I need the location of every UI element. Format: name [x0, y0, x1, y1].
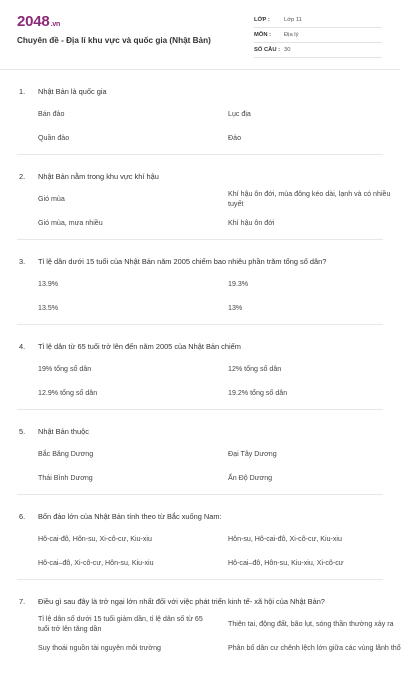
answer-option[interactable]: Khí hậu ôn đới, mùa đông kéo dài, lạnh và có nhiều tuyết [228, 190, 391, 208]
answer-option[interactable]: Suy thoái nguồn tài nguyên môi trường [38, 644, 161, 652]
question-text: Tỉ lệ dân từ 65 tuổi trở lên đến năm 2005 của Nhật Bản chiếm [38, 341, 241, 351]
answer-option[interactable]: 12.9% tổng số dân [38, 389, 98, 397]
answer-option[interactable]: Đảo [228, 134, 242, 142]
question [17, 590, 401, 664]
answer-option[interactable]: Gió mùa, mưa nhiều [38, 219, 103, 227]
question-text: Nhật Bản nằm trong khu vực khí hậu [38, 171, 159, 181]
logo-text: 2048 [17, 13, 50, 30]
meta-value: Địa lý [284, 32, 299, 38]
question [17, 165, 391, 240]
answer-option[interactable]: Hô-cai–đô, Xi-cô-cư, Hôn-su, Kiu-xiu [38, 559, 154, 567]
answer-option[interactable]: Thái Bình Dương [38, 474, 93, 482]
question [17, 250, 383, 325]
question [17, 335, 383, 410]
meta-value: 30 [284, 47, 291, 53]
header [0, 0, 400, 70]
answer-option[interactable]: Thiên tai, động đất, bão lụt, sóng thần thường xảy ra [228, 620, 394, 628]
meta-key: SỐ CÂU : [254, 47, 281, 53]
question-number: 2. [19, 171, 26, 181]
answer-option[interactable]: 13.9% [38, 280, 59, 288]
question [17, 505, 383, 580]
answer-option[interactable]: 19.3% [228, 280, 249, 288]
question-number: 5. [19, 426, 26, 436]
logo-suffix: .vn [50, 21, 61, 28]
question-number: 6. [19, 511, 26, 521]
answer-option[interactable]: Bắc Băng Dương [38, 450, 94, 458]
answer-option[interactable]: Khí hậu ôn đới [228, 219, 275, 227]
answer-option[interactable]: 19.2% tổng số dân [228, 389, 288, 397]
meta-row-subject [254, 28, 382, 43]
meta-value: Lớp 11 [284, 17, 302, 23]
document-title: Chuyên đề - Địa lí khu vực và quốc gia (Nhật Bản) [17, 36, 211, 45]
answer-option[interactable]: Lục địa [228, 110, 251, 118]
meta-key: MÔN : [254, 32, 272, 38]
site-logo[interactable] [17, 13, 60, 30]
question-text: Điều gì sau đây là trở ngại lớn nhất đối với việc phát triển kinh tế- xã hội của Nhật Bản? [38, 596, 325, 606]
meta-key: LỚP : [254, 17, 270, 23]
answer-option[interactable]: Ấn Độ Dương [228, 474, 273, 482]
answer-option[interactable]: Tỉ lệ dân số dưới 15 tuổi giảm dần, tỉ lệ dân số từ 65 tuổi trở lên tăng dần [38, 615, 203, 633]
question-text: Bốn đảo lớn của Nhật Bản tính theo từ Bắc xuống Nam: [38, 511, 222, 521]
question-number: 1. [19, 86, 26, 96]
answer-option[interactable]: 13% [228, 304, 243, 312]
question [17, 420, 383, 495]
question [17, 80, 383, 155]
question-text: Nhật Bản là quốc gia [38, 86, 107, 96]
meta-row-class [254, 13, 382, 28]
answer-option[interactable]: Phân bố dân cư chênh lệch lớn giữa các vùng lãnh thổ [228, 644, 401, 652]
answer-option[interactable]: Hô-cai-đô, Hôn-su, Xi-cô-cư, Kiu-xiu [38, 535, 152, 543]
question-number: 4. [19, 341, 26, 351]
question-number: 7. [19, 596, 26, 606]
answer-option[interactable]: 12% tổng số dân [228, 365, 282, 373]
answer-option[interactable]: Đại Tây Dương [228, 450, 277, 458]
answer-option[interactable]: Bán đảo [38, 110, 65, 118]
question-number: 3. [19, 256, 26, 266]
answer-option[interactable]: Quần đảo [38, 134, 70, 142]
question-list [17, 80, 401, 674]
meta-info [254, 13, 382, 58]
answer-option[interactable]: Hôn-su, Hô-cai-đô, Xi-cô-cư, Kiu-xiu [228, 535, 342, 543]
question-text: Tỉ lệ dân dưới 15 tuổi của Nhật Bản năm 2005 chiếm bao nhiêu phần trăm tổng số dân? [38, 256, 327, 266]
answer-option[interactable]: 19% tổng số dân [38, 365, 92, 373]
answer-option[interactable]: Gió mùa [38, 195, 65, 203]
meta-row-count [254, 43, 382, 58]
answer-option[interactable]: Hô-cai–đô, Hôn-su, Kiu-xiu, Xi-cô-cư [228, 559, 344, 567]
question-text: Nhật Bản thuộc [38, 426, 89, 436]
answer-option[interactable]: 13.5% [38, 304, 59, 312]
